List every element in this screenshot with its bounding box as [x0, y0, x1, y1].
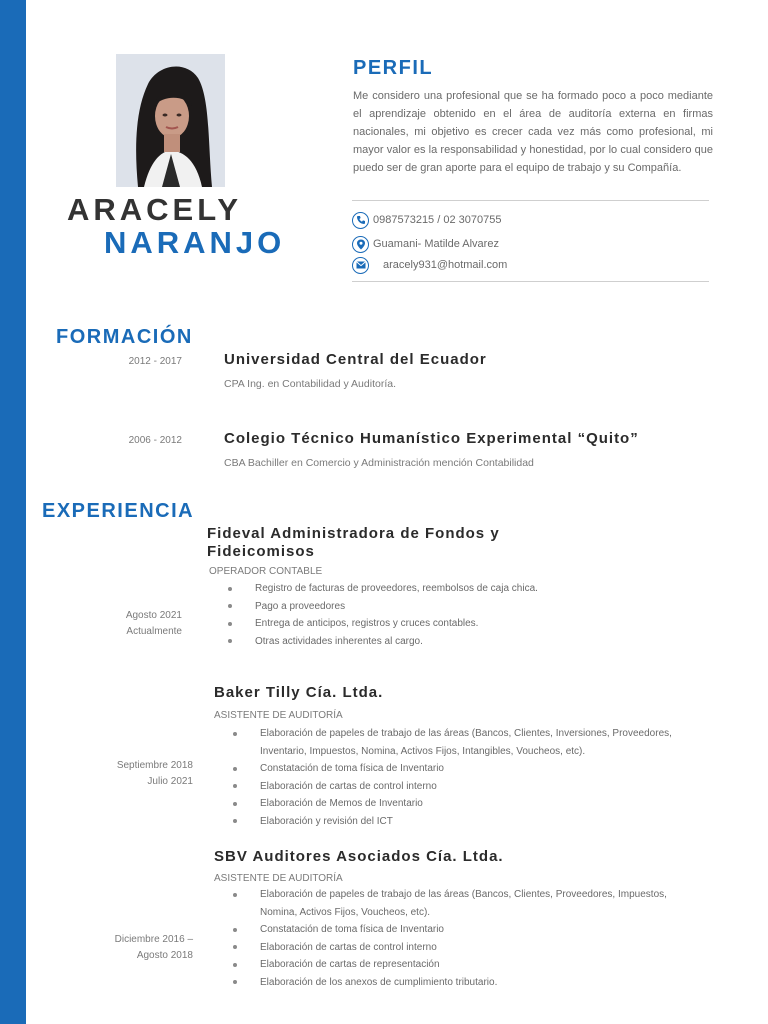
education-date: 2006 - 2012 — [128, 435, 182, 446]
experience-task: Constatación de toma física de Inventario — [233, 921, 695, 939]
profile-divider-bottom — [352, 281, 709, 282]
experience-role: OPERADOR CONTABLE — [209, 566, 323, 577]
experience-task-list — [228, 580, 708, 650]
profile-text: Me considero una profesional que se ha formado poco a poco mediante el aprendizaje obtenido en el área de auditoría externa en firmas nacionales, mi objetivo es crecer cada vez más como profesional, mi mayor valor es la responsabilidad y honestidad, por lo cual considero que puedo ser de gran aporte para el equipo de trabajo y su Compañía. — [353, 90, 713, 174]
experience-task: Elaboración de papeles de trabajo de las áreas (Bancos, Clientes, Inversiones, Proveedores, Inventario, Impuestos, Nomina, Activos Fijos, Intangibles, Voucheos, etc). — [233, 725, 695, 760]
experience-date-start: Diciembre 2016 – — [114, 934, 193, 945]
experience-company: Baker Tilly Cía. Ltda. — [214, 684, 384, 701]
profile-divider-top — [352, 200, 709, 201]
experience-task: Elaboración de papeles de trabajo de las áreas (Bancos, Clientes, Proveedores, Impuestos, Nomina, Activos Fijos, Voucheos, etc). — [233, 886, 695, 921]
contact-address — [352, 234, 499, 254]
last-name: NARANJO — [104, 225, 286, 260]
email-text[interactable]: aracely931@hotmail.com — [383, 259, 508, 271]
address-text: Guamani- Matilde Alvarez — [373, 238, 499, 250]
first-name: ARACELY — [67, 192, 242, 227]
experience-task: Elaboración de los anexos de cumplimiento tributario. — [233, 974, 695, 992]
experience-task: Elaboración y revisión del ICT — [233, 813, 695, 831]
education-degree: CBA Bachiller en Comercio y Administración mención Contabilidad — [224, 457, 534, 469]
contact-phone — [352, 210, 501, 230]
education-section-title: FORMACIÓN — [56, 326, 193, 348]
experience-date-end: Actualmente — [126, 626, 182, 637]
profile-section-title: PERFIL — [353, 57, 434, 79]
experience-date — [100, 608, 182, 640]
experience-date — [90, 932, 193, 964]
education-school: Universidad Central del Ecuador — [224, 351, 487, 368]
education-date: 2012 - 2017 — [128, 356, 182, 367]
phone-text: 0987573215 / 02 3070755 — [373, 214, 502, 226]
experience-date-end: Julio 2021 — [147, 776, 193, 787]
experience-task: Elaboración de cartas de control interno — [233, 778, 695, 796]
experience-date-start: Septiembre 2018 — [116, 760, 193, 771]
education-school: Colegio Técnico Humanístico Experimental “Quito” — [224, 430, 639, 447]
experience-task: Elaboración de Memos de Inventario — [233, 795, 695, 813]
email-icon — [352, 257, 369, 274]
profile-photo — [116, 54, 225, 187]
contact-email — [352, 255, 507, 275]
experience-task: Elaboración de cartas de control interno — [233, 939, 695, 957]
education-degree: CPA Ing. en Contabilidad y Auditoría. — [224, 378, 396, 390]
experience-date-end: Agosto 2018 — [136, 950, 193, 961]
experience-date — [90, 758, 193, 790]
experience-role: ASISTENTE DE AUDITORÍA — [214, 873, 343, 884]
experience-section-title: EXPERIENCIA — [42, 500, 195, 522]
experience-task-list — [233, 886, 695, 991]
phone-icon — [352, 212, 369, 229]
experience-task: Otras actividades inherentes al cargo. — [228, 633, 708, 651]
experience-task: Constatación de toma física de Inventario — [233, 760, 695, 778]
experience-task: Pago a proveedores — [228, 598, 708, 616]
location-pin-icon — [352, 236, 369, 253]
experience-company: SBV Auditores Asociados Cía. Ltda. — [214, 848, 504, 865]
experience-task: Registro de facturas de proveedores, reembolsos de caja chica. — [228, 580, 708, 598]
experience-task: Elaboración de cartas de representación — [233, 956, 695, 974]
experience-role: ASISTENTE DE AUDITORÍA — [214, 710, 343, 721]
experience-task: Entrega de anticipos, registros y cruces contables. — [228, 615, 708, 633]
accent-sidebar-bar — [0, 0, 26, 1024]
experience-date-start: Agosto 2021 — [125, 610, 182, 621]
experience-company: Fideval Administradora de Fondos y Fideicomisos — [207, 525, 500, 560]
experience-task-list — [233, 725, 695, 830]
